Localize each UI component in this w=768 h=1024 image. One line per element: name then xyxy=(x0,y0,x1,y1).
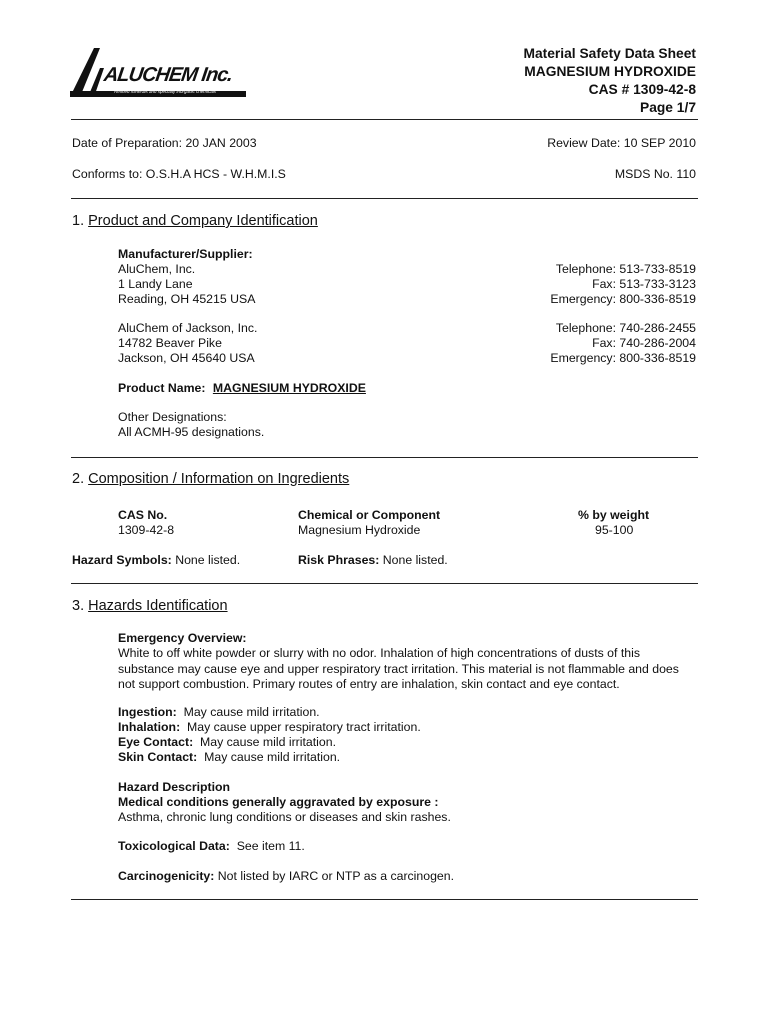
company-2-phones xyxy=(550,321,696,366)
toxicological-data xyxy=(118,839,305,853)
eye-contact-value: May cause mild irritation. xyxy=(200,735,337,749)
inhalation-row xyxy=(118,720,421,735)
document-title-block xyxy=(523,45,696,117)
section-divider xyxy=(71,583,698,584)
toxicological-data-value: See item 11. xyxy=(236,839,305,853)
manufacturer-label: Manufacturer/Supplier: xyxy=(118,247,253,261)
col-header-cas: CAS No. xyxy=(118,508,168,522)
col-header-chemical: Chemical or Component xyxy=(298,508,441,522)
carcinogenicity xyxy=(118,869,454,883)
carcinogenicity-value: Not listed by IARC or NTP as a carcinogen. xyxy=(217,869,455,883)
phone-line: Fax: 740-286-2004 xyxy=(592,336,696,350)
section-1-heading xyxy=(72,213,318,229)
date-of-preparation: Date of Preparation: 20 JAN 2003 xyxy=(72,136,257,150)
product-name-value: MAGNESIUM HYDROXIDE xyxy=(212,381,366,395)
phone-line: Fax: 513-733-3123 xyxy=(592,277,696,291)
section-3-heading xyxy=(72,598,228,614)
eye-contact-row xyxy=(118,735,421,750)
company-1-address xyxy=(118,262,255,307)
other-designations-value: All ACMH-95 designations. xyxy=(118,425,265,439)
section-number: 1. xyxy=(72,213,85,229)
phone-line: Emergency: 800-336-8519 xyxy=(550,292,696,306)
section-title: Product and Company Identification xyxy=(88,213,318,229)
address-line: Reading, OH 45215 USA xyxy=(118,292,256,306)
section-divider xyxy=(71,899,698,900)
hazard-symbols-value: None listed. xyxy=(175,553,241,567)
ingestion-label: Ingestion: xyxy=(118,705,177,719)
row-cas: 1309-42-8 xyxy=(118,523,175,537)
company-2-address xyxy=(118,321,257,366)
section-number: 2. xyxy=(72,471,85,487)
address-line: 14782 Beaver Pike xyxy=(118,336,222,350)
risk-phrases xyxy=(298,553,448,567)
medical-conditions-value: Asthma, chronic lung conditions or diseases and skin rashes. xyxy=(118,810,451,824)
paragraph-line: substance may cause eye and upper respiratory tract irritation. This material is not flammable and does xyxy=(118,661,679,676)
address-line: AluChem of Jackson, Inc. xyxy=(118,321,258,335)
section-divider xyxy=(71,198,698,199)
ingestion-row xyxy=(118,705,421,720)
header-divider xyxy=(71,119,698,120)
address-line: Jackson, OH 45640 USA xyxy=(118,351,255,365)
section-title: Composition / Information on Ingredients xyxy=(88,471,350,487)
phone-line: Emergency: 800-336-8519 xyxy=(550,351,696,365)
section-2-heading xyxy=(72,471,349,487)
skin-contact-value: May cause mild irritation. xyxy=(204,750,341,764)
phone-line: Telephone: 513-733-8519 xyxy=(555,262,696,276)
company-logo xyxy=(70,46,250,98)
skin-contact-label: Skin Contact: xyxy=(118,750,198,764)
hazard-symbols xyxy=(72,553,240,567)
msds-number: MSDS No. 110 xyxy=(614,167,696,181)
carcinogenicity-label: Carcinogenicity: xyxy=(118,869,215,883)
logo-brand-text: ALUCHEM Inc. xyxy=(102,64,234,86)
row-percent: 95-100 xyxy=(595,523,634,537)
col-header-percent: % by weight xyxy=(578,508,650,522)
phone-line: Telephone: 740-286-2455 xyxy=(555,321,696,335)
ingestion-value: May cause mild irritation. xyxy=(183,705,320,719)
hazard-description-label: Hazard Description xyxy=(118,780,231,794)
section-divider xyxy=(71,457,698,458)
section-title: Hazards Identification xyxy=(88,598,228,614)
review-date: Review Date: 10 SEP 2010 xyxy=(547,136,696,150)
paragraph-line: White to off white powder or slurry with no odor. Inhalation of high concentrations of dusts of this xyxy=(118,646,640,660)
skin-contact-row xyxy=(118,750,421,765)
conforms-to: Conforms to: O.S.H.A HCS - W.H.M.I.S xyxy=(72,167,286,181)
hazard-symbols-label: Hazard Symbols: xyxy=(72,553,172,567)
eye-contact-label: Eye Contact: xyxy=(118,735,194,749)
doc-page-number: Page 1/7 xyxy=(640,100,696,115)
inhalation-value: May cause upper respiratory tract irritation. xyxy=(187,720,421,734)
medical-conditions-label: Medical conditions generally aggravated by exposure : xyxy=(118,795,439,809)
emergency-overview-text xyxy=(118,646,698,693)
product-name-row xyxy=(118,381,366,395)
hazard-description xyxy=(118,780,451,825)
section-number: 3. xyxy=(72,598,85,614)
company-1-phones xyxy=(550,262,696,307)
paragraph-line: not support combustion. Primary routes of entry are inhalation, skin contact and eye contact. xyxy=(118,677,620,691)
exposure-routes xyxy=(118,705,421,765)
row-chemical: Magnesium Hydroxide xyxy=(298,523,421,537)
other-designations-label: Other Designations: xyxy=(118,410,227,424)
doc-title: Material Safety Data Sheet xyxy=(523,46,696,61)
doc-product: MAGNESIUM HYDROXIDE xyxy=(524,64,696,79)
risk-phrases-label: Risk Phrases: xyxy=(298,553,380,567)
emergency-overview-label: Emergency Overview: xyxy=(118,631,247,645)
address-line: 1 Landy Lane xyxy=(118,277,193,291)
other-designations xyxy=(118,410,264,440)
address-line: AluChem, Inc. xyxy=(118,262,196,276)
doc-cas: CAS # 1309-42-8 xyxy=(588,82,696,97)
logo-tagline: Refined minerals and specialty inorganic chemicals xyxy=(114,89,217,94)
product-name-label: Product Name: xyxy=(118,381,206,395)
toxicological-data-label: Toxicological Data: xyxy=(118,839,230,853)
inhalation-label: Inhalation: xyxy=(118,720,181,734)
risk-phrases-value: None listed. xyxy=(382,553,448,567)
